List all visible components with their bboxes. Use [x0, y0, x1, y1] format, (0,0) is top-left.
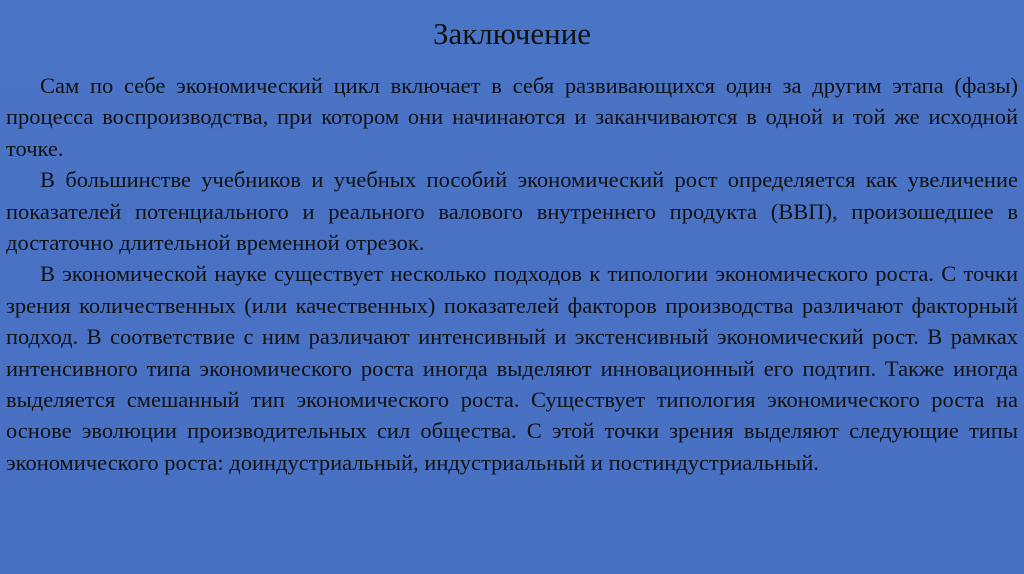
slide-title: Заключение	[432, 16, 592, 51]
paragraph-growth-typology: В экономической науке существует несколько подходов к типологии экономического роста. С точки зрения количественных (или качественных) показателей факторов производства различают факторный подход. В соответствие с ним различают интенсивный и экстенсивный экономический рост. В рамках интенсивного типа экономического роста иногда выделяют инновационный его подтип. Также иногда выделяется смешанный тип экономического роста. Существует типология экономического роста на основе эволюции производительных сил общества. С этой точки зрения выделяют следующие типы экономического роста: доиндустриальный, индустриальный и постиндустриальный.	[6, 261, 1018, 475]
paragraph-economic-growth-definition: В большинстве учебников и учебных пособий экономический рост определяется как увеличение показателей потенциального и реального валового внутреннего продукта (ВВП), произошедшее в достаточно длительной временной отрезок.	[6, 167, 1018, 256]
paragraph-economic-cycle: Сам по себе экономический цикл включает в себя развивающихся один за другим этапа (фазы) процесса воспроизводства, при котором они начинаются и заканчиваются в одной и той же исходной точке.	[6, 73, 1018, 161]
slide-body	[6, 70, 1018, 478]
